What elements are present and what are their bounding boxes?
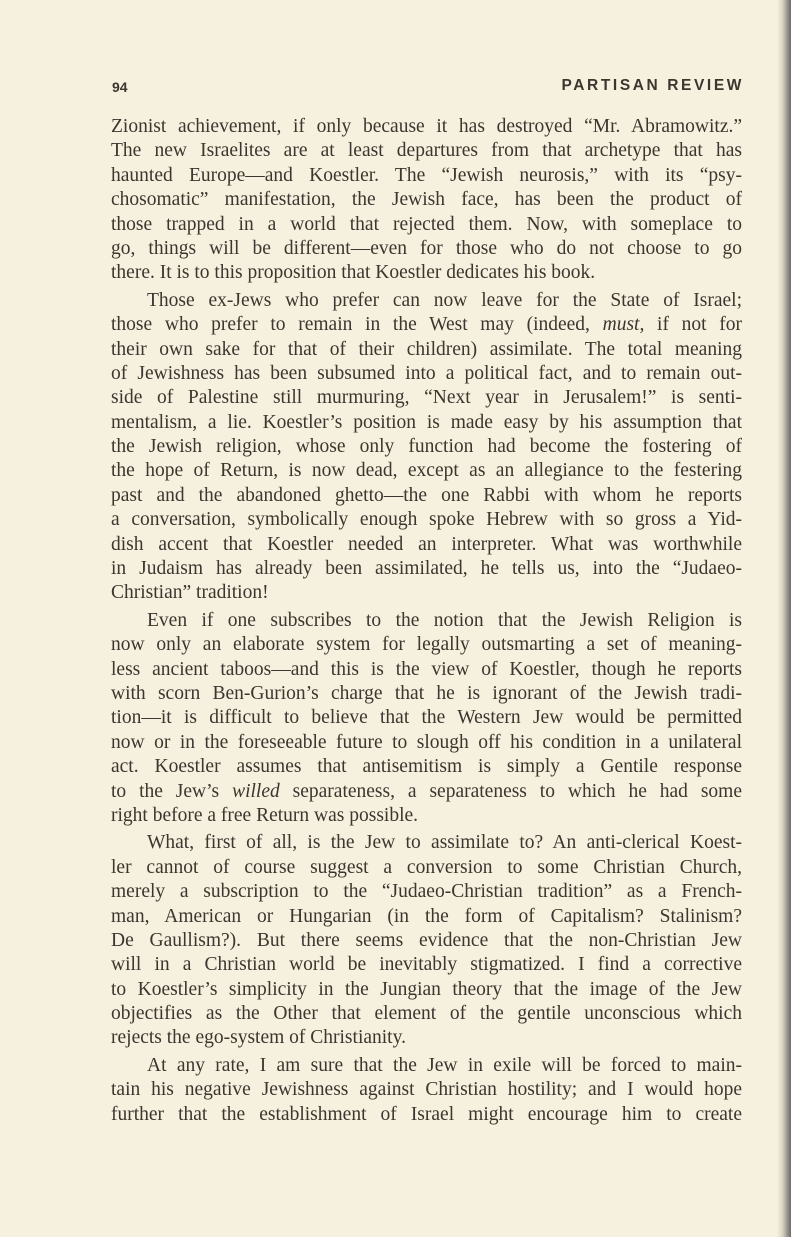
text-line: the Jewish religion, whose only function had become the fostering of	[111, 436, 742, 458]
text-line: rejects the ego-system of Christianity.	[111, 1027, 406, 1049]
text-line: Zionist achievement, if only because it has destroyed “Mr. Abramowitz.”	[111, 116, 742, 137]
italic-text: must,	[602, 314, 645, 336]
paragraph	[111, 115, 742, 286]
article-body	[111, 115, 742, 1130]
text-line: in Judaism has already been assimilated, he tells us, into the “Judaeo-	[111, 558, 742, 580]
text-line: merely a subscription to the “Judaeo-Christian tradition” as a French-	[111, 881, 742, 903]
text-line: haunted Europe—and Koestler. The “Jewish neurosis,” with its “psy-	[111, 164, 742, 186]
text-line: now only an elaborate system for legally outsmarting a set of meaning-	[111, 634, 742, 656]
text-line: the hope of Return, is now dead, except as an allegiance to the festering	[111, 460, 742, 482]
text-line: Christian” tradition!	[111, 582, 269, 604]
text-line: their own sake for that of their children) assimilate. The total meaning	[111, 338, 742, 360]
text-line: of Jewishness has been subsumed into a political fact, and to remain out-	[111, 362, 742, 384]
paragraph	[111, 289, 742, 606]
text-segment: to the Jew’s	[111, 780, 233, 802]
text-line: will in a Christian world be inevitably stigmatized. I find a corrective	[111, 954, 742, 976]
text-line: go, things will be different—even for those who do not choose to go	[111, 237, 742, 259]
text-line: The new Israelites are at least departures from that archetype that has	[111, 140, 742, 162]
text-line: act. Koestler assumes that antisemitism is simply a Gentile response	[111, 756, 742, 778]
text-line: Those ex-Jews who prefer can now leave for the State of Israel;	[147, 289, 742, 311]
text-line: Even if one subscribes to the notion that the Jewish Religion is	[147, 609, 742, 631]
text-line: What, first of all, is the Jew to assimilate to? An anti-clerical Koest-	[147, 832, 742, 854]
text-line: right before a free Return was possible.	[111, 804, 419, 826]
text-line: with scorn Ben-Gurion’s charge that he is ignorant of the Jewish tradi-	[111, 682, 742, 704]
text-line: less ancient taboos—and this is the view of Koestler, though he reports	[111, 658, 742, 680]
text-line: those trapped in a world that rejected them. Now, with someplace to	[111, 213, 742, 235]
text-line: a conversation, symbolically enough spoke Hebrew with so gross a Yid-	[111, 509, 742, 531]
text-line: tain his negative Jewishness against Christian hostility; and I would hope	[111, 1079, 742, 1101]
text-line	[111, 780, 742, 804]
text-line: there. It is to this proposition that Koestler dedicates his book.	[111, 262, 596, 284]
paragraph	[111, 831, 742, 1051]
paragraph	[111, 609, 742, 829]
paragraph	[111, 1054, 742, 1127]
text-segment: separateness, a separateness to which he had some	[279, 780, 742, 802]
page-edge-shadow	[777, 0, 791, 1237]
running-head: PARTISAN REVIEW	[561, 77, 744, 94]
text-line	[111, 313, 742, 337]
text-segment: if not for	[644, 314, 742, 336]
text-line: De Gaullism?). But there seems evidence that the non-Christian Jew	[111, 929, 742, 951]
text-line: side of Palestine still murmuring, “Next year in Jerusalem!” is senti-	[111, 387, 742, 409]
text-line: now or in the foreseeable future to slough off his condition in a unilateral	[111, 731, 742, 753]
text-line: At any rate, I am sure that the Jew in exile will be forced to main-	[147, 1054, 742, 1076]
text-line: mentalism, a lie. Koestler’s position is made easy by his assumption that	[111, 411, 742, 433]
text-line: further that the establishment of Israel might encourage him to create	[111, 1103, 742, 1125]
text-line: chosomatic” manifestation, the Jewish face, has been the product of	[111, 189, 742, 211]
text-line: objectifies as the Other that element of the gentile unconscious which	[111, 1003, 742, 1025]
text-line: man, American or Hungarian (in the form of Capitalism? Stalinism?	[111, 905, 742, 927]
italic-text: willed	[232, 780, 280, 802]
text-line: tion—it is difficult to believe that the Western Jew would be permitted	[111, 707, 742, 729]
text-segment: those who prefer to remain in the West may (indeed,	[111, 314, 603, 336]
text-line: past and the abandoned ghetto—the one Rabbi with whom he reports	[111, 484, 742, 506]
page-number: 94	[112, 79, 128, 95]
text-line: dish accent that Koestler needed an interpreter. What was worthwhile	[111, 533, 742, 555]
text-line: to Koestler’s simplicity in the Jungian theory that the image of the Jew	[111, 978, 742, 1000]
text-line: ler cannot of course suggest a conversion to some Christian Church,	[111, 856, 742, 878]
